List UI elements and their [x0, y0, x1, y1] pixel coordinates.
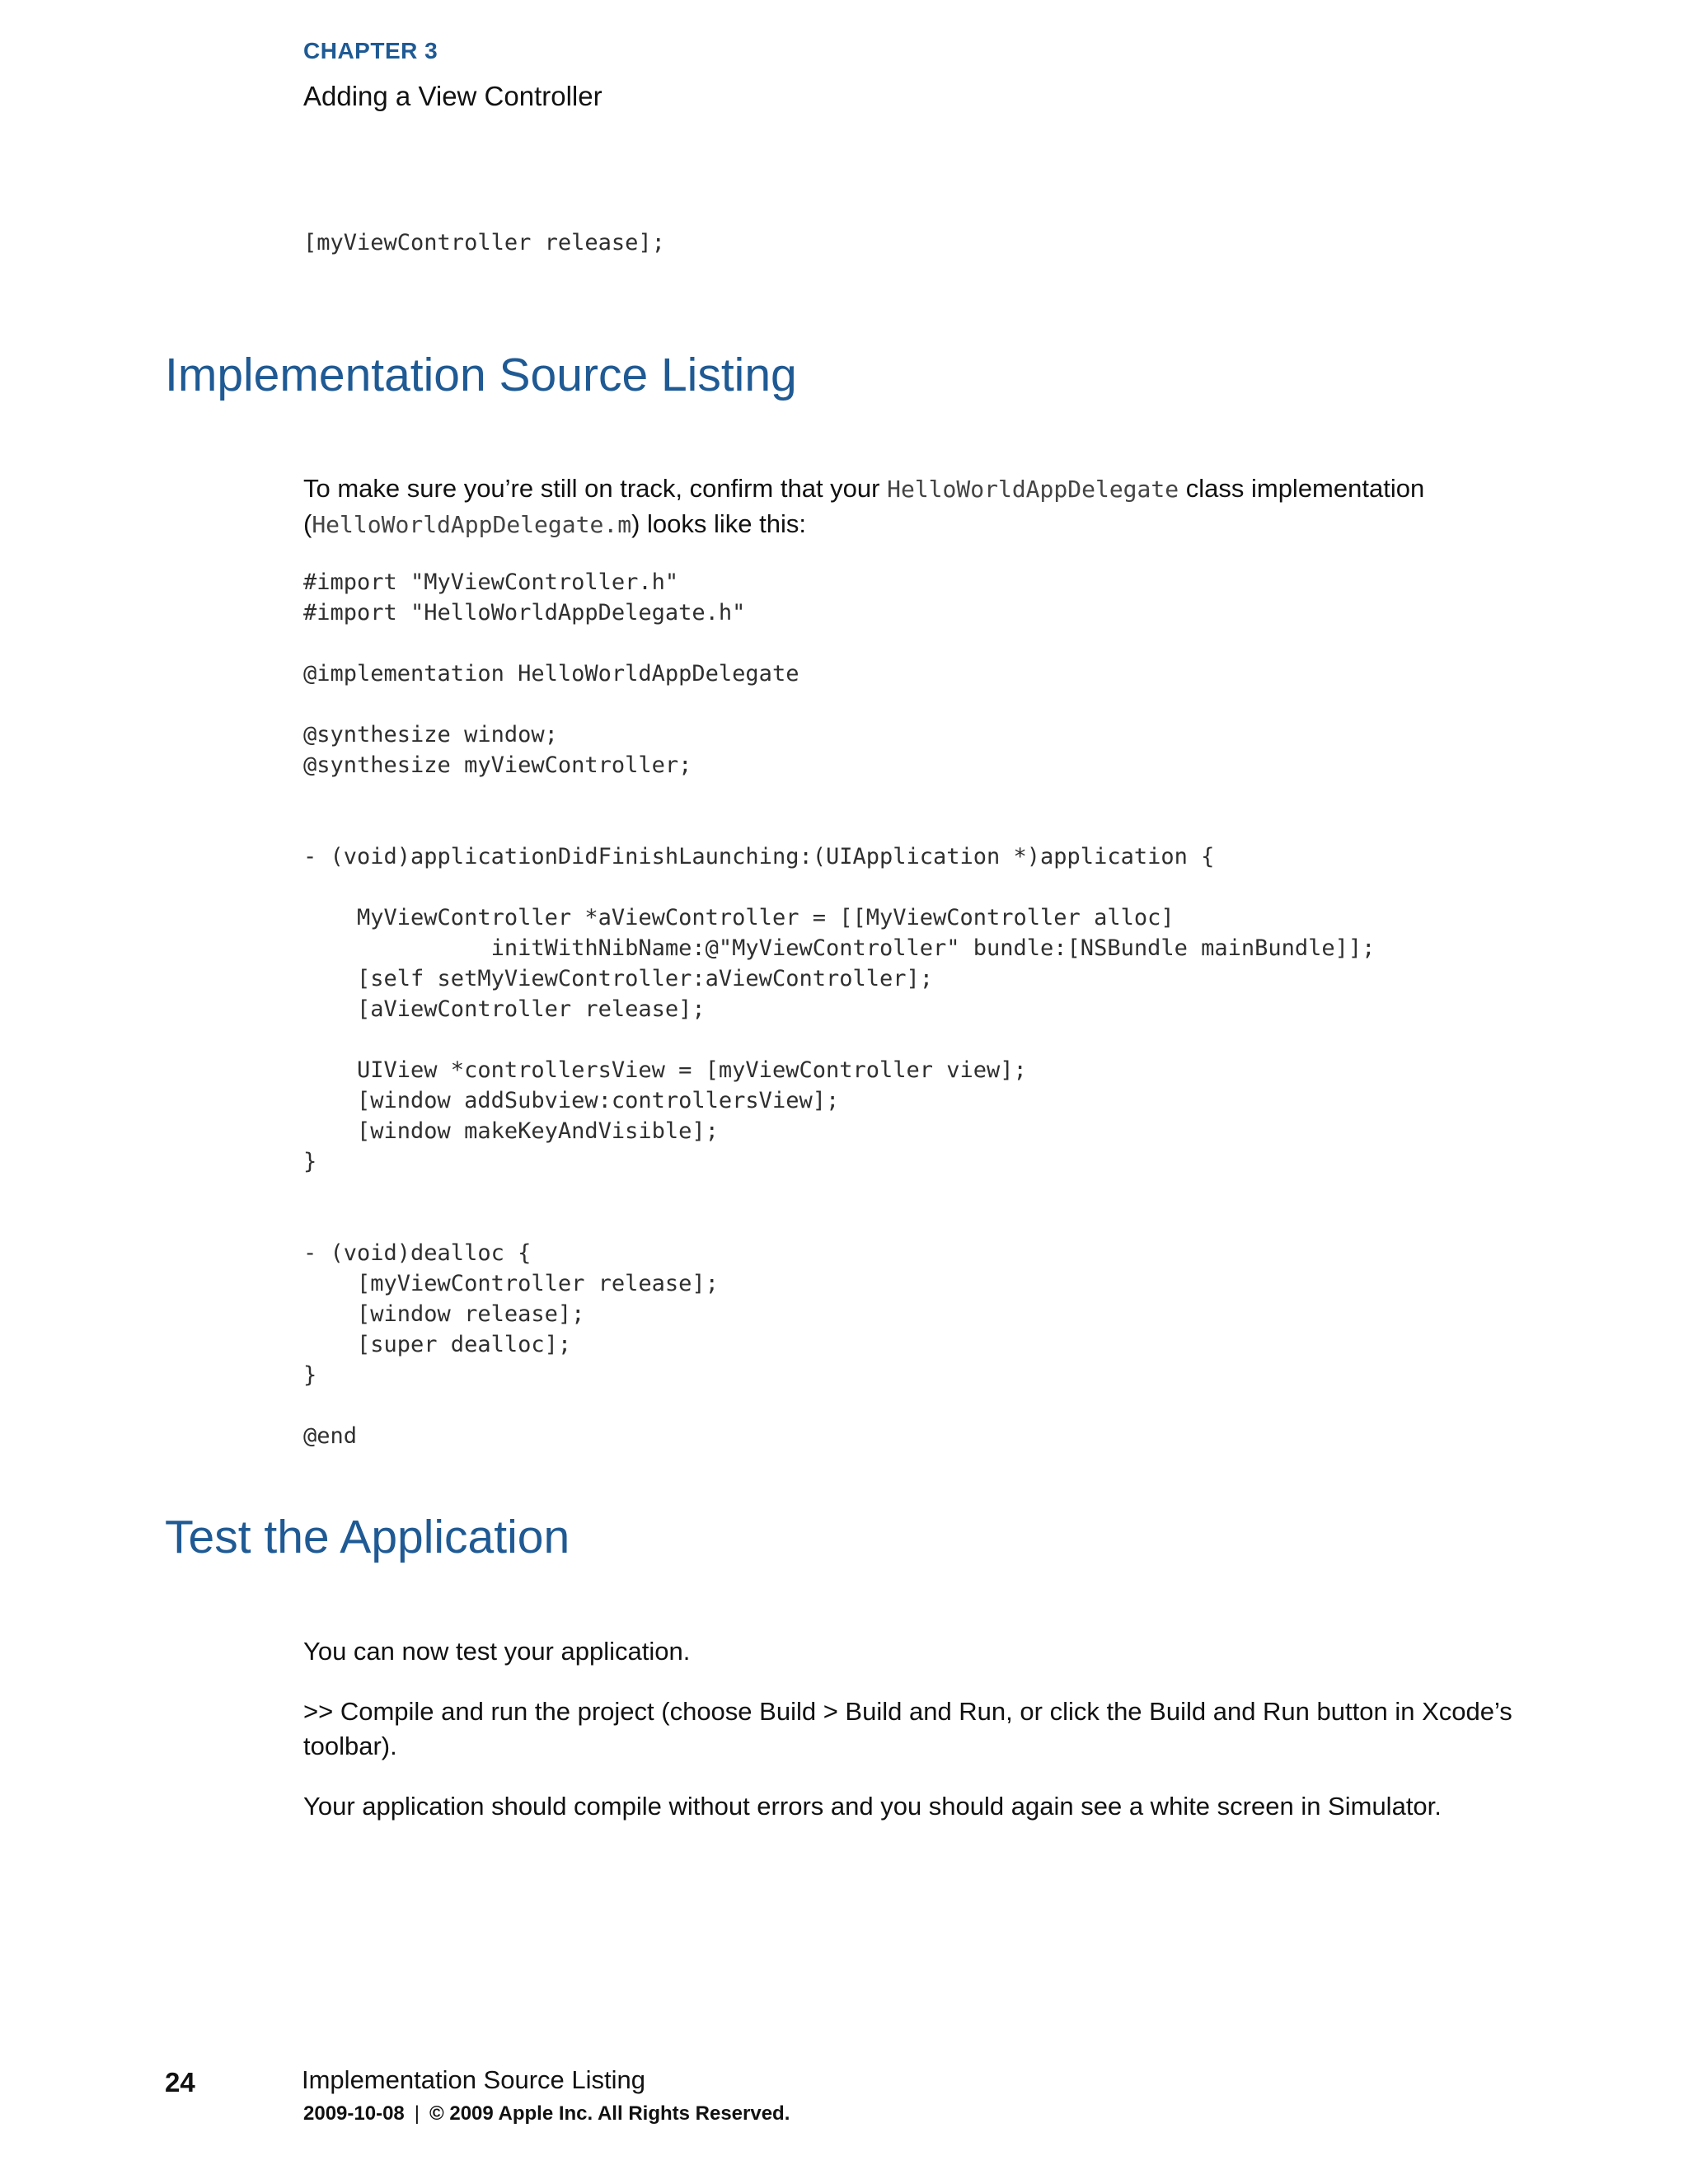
footer-copyright: © 2009 Apple Inc. All Rights Reserved.: [429, 2102, 790, 2125]
intro-text-end: ) looks like this:: [631, 509, 806, 538]
test-paragraph-3: Your application should compile without errors and you should again see a white screen in Simulator.: [303, 1792, 1442, 1821]
chapter-label: CHAPTER 3: [303, 38, 438, 63]
footer-date: 2009-10-08: [303, 2102, 405, 2125]
intro-paren-open: (: [303, 509, 312, 538]
file-name-inline-code: HelloWorldAppDelegate.m: [312, 511, 632, 538]
footer-separator: |: [414, 2102, 420, 2125]
code-snippet: [myViewController release];: [303, 230, 665, 255]
code-listing: #import "MyViewController.h" #import "HelloWorldAppDelegate.h" @implementation HelloWorldAppDelegate @synthesize window; @synthesize myViewController; - (void)applicationDidFinishLaunching:(UIApplication *)application { MyViewController *aViewController = [[MyViewController alloc] initWithNibName:@"MyViewController" bundle:[NSBundle mainBundle]]; [self setMyViewController:aViewController]; [aViewController release]; UIView *controllersView = [myViewController view]; [window addSubview:controllersView]; [window makeKeyAndVisible]; } - (void)dealloc { [myViewController release]; [window release]; [super dealloc]; } @end: [303, 569, 1376, 1449]
page-number: 24: [165, 2067, 195, 2097]
intro-text-middle: class implementation: [1179, 474, 1425, 503]
test-paragraph-1: You can now test your application.: [303, 1637, 691, 1666]
intro-text-start: To make sure you’re still on track, confirm that your: [303, 474, 888, 503]
class-name-inline-code: HelloWorldAppDelegate: [887, 476, 1179, 503]
section-heading-implementation: Implementation Source Listing: [165, 349, 797, 401]
intro-paragraph: [303, 471, 1540, 542]
footer-section-title: Implementation Source Listing: [302, 2065, 646, 2094]
footer-copyright-line: [303, 2102, 790, 2125]
test-paragraph-2: >> Compile and run the project (choose Build > Build and Run, or click the Build and Run button in Xcode’s toolbar).: [303, 1697, 1512, 1760]
chapter-title: Adding a View Controller: [303, 81, 603, 111]
section-heading-test: Test the Application: [165, 1511, 570, 1563]
